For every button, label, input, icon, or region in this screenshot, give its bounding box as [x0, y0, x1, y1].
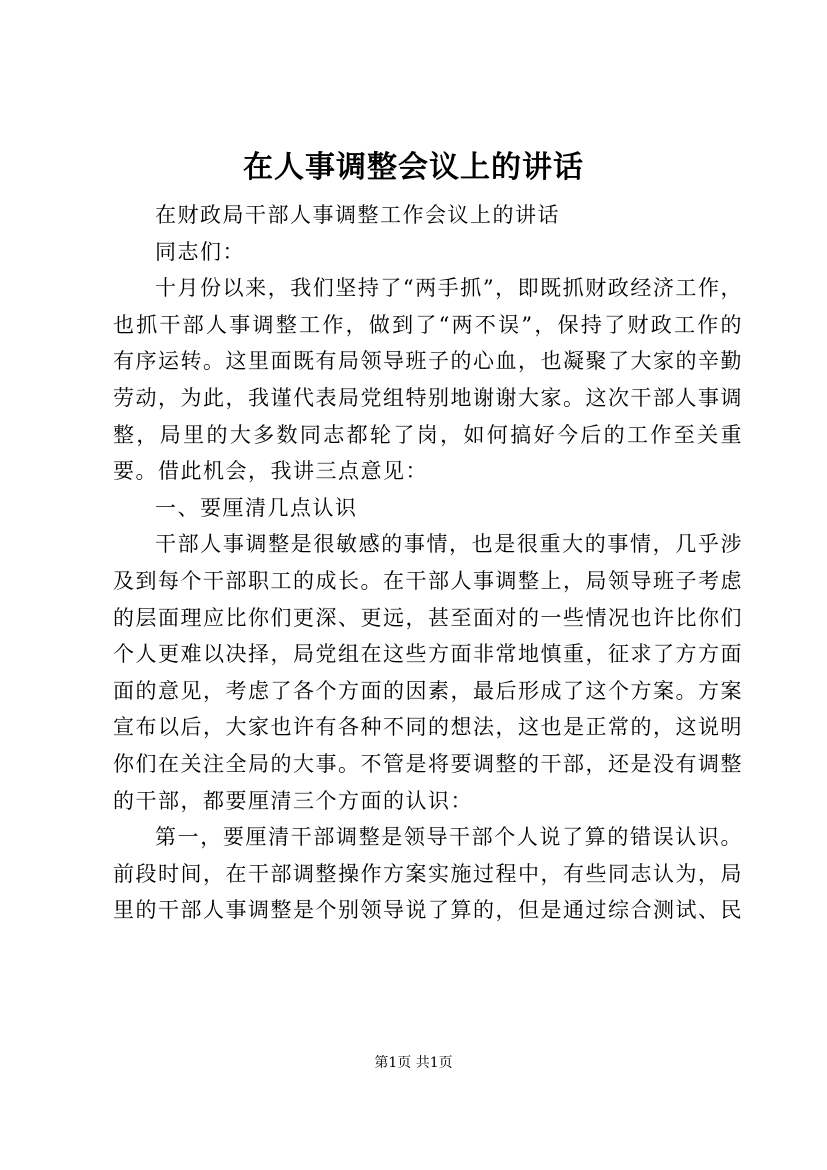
paragraph-subtitle: 在财政局干部人事调整工作会议上的讲话: [155, 203, 560, 227]
page-footer: 第1页 共1页: [374, 1055, 453, 1071]
paragraph-point-one: 第一，要厘清干部调整是领导干部个人说了算的错误认识。前段时间，在干部调整操作方案实施过程中，有些同志认为，局里的干部人事调整是个别领导说了算的，但是通过综合测试、民: [113, 825, 743, 923]
paragraph-intro: 十月份以来，我们坚持了“两手抓”，即既抓财政经济工作，也抓干部人事调整工作，做到了“两不误”，保持了财政工作的有序运转。这里面既有局领导班子的心血，也凝聚了大家的辛勤劳动，为此，我谨代表局党组特别地谢谢大家。这次干部人事调整，局里的大多数同志都轮了岗，如何搞好今后的工作至关重要。借此机会，我讲三点意见：: [113, 276, 743, 484]
paragraph-section-heading: 一、要厘清几点认识: [155, 495, 358, 520]
document-body: [113, 197, 743, 929]
document-title: 在人事调整会议上的讲话: [243, 150, 584, 185]
paragraph-section-body: 干部人事调整是很敏感的事情，也是很重大的事情，几乎涉及到每个干部职工的成长。在干部人事调整上，局领导班子考虑的层面理应比你们更深、更远，甚至面对的一些情况也许比你们个人更难以决择，局党组在这些方面非常地慎重，征求了方方面面的意见，考虑了各个方面的因素，最后形成了这个方案。方案宣布以后，大家也许有各种不同的想法，这也是正常的，这说明你们在关注全局的大事。不管是将要调整的干部，还是没有调整的干部，都要厘清三个方面的认识：: [113, 532, 743, 813]
paragraph-salutation: 同志们：: [155, 239, 245, 264]
